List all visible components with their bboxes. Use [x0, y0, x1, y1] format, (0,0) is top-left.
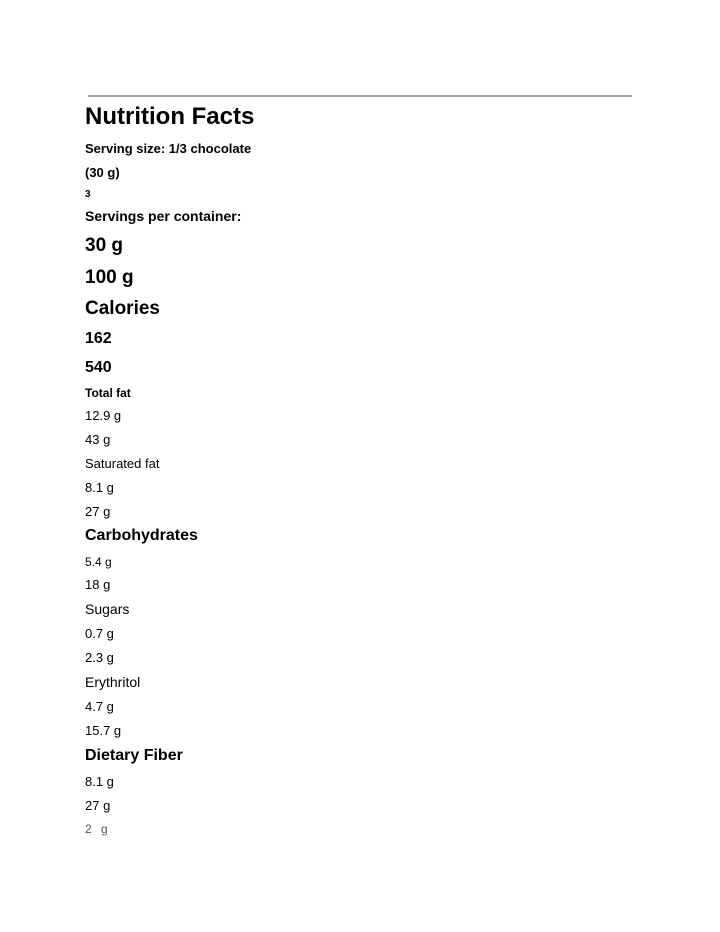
saturated-fat-per-100g: 27 g — [85, 504, 111, 519]
calories-per-30g: 162 — [85, 330, 112, 347]
dietary-fiber-per-100g: 27 g — [85, 798, 111, 813]
nutrition-title: Nutrition Facts — [85, 103, 255, 130]
erythritol-label: Erythritol — [85, 674, 141, 690]
saturated-fat-per-30g: 8.1 g — [85, 480, 114, 495]
calories-label: Calories — [85, 298, 160, 319]
carbohydrates-label: Carbohydrates — [85, 527, 198, 544]
serving-size: Serving size: 1/3 chocolate — [85, 141, 252, 156]
calories-per-100g: 540 — [85, 359, 112, 376]
saturated-fat-label: Saturated fat — [85, 456, 160, 471]
erythritol-per-30g: 4.7 g — [85, 699, 114, 714]
top-divider — [88, 95, 632, 97]
carbohydrates-per-30g: 5.4 g — [85, 555, 112, 569]
dietary-fiber-label: Dietary Fiber — [85, 747, 183, 764]
sugars-per-30g: 0.7 g — [85, 626, 114, 641]
carbohydrates-per-100g: 18 g — [85, 577, 111, 592]
total-fat-label: Total fat — [85, 386, 131, 400]
sugars-per-100g: 2.3 g — [85, 650, 114, 665]
servings-per-container-label: Servings per container: — [85, 208, 242, 224]
total-fat-per-30g: 12.9 g — [85, 408, 122, 423]
servings-count: 3 — [85, 189, 91, 200]
dietary-fiber-per-30g: 8.1 g — [85, 774, 114, 789]
column-header-30g: 30 g — [85, 235, 124, 256]
serving-size-grams: (30 g) — [85, 165, 120, 180]
column-header-100g: 100 g — [85, 267, 134, 288]
total-fat-per-100g: 43 g — [85, 432, 111, 447]
sugars-label: Sugars — [85, 601, 130, 617]
erythritol-per-100g: 15.7 g — [85, 723, 122, 738]
partial-value-line: 2 g — [85, 822, 111, 836]
